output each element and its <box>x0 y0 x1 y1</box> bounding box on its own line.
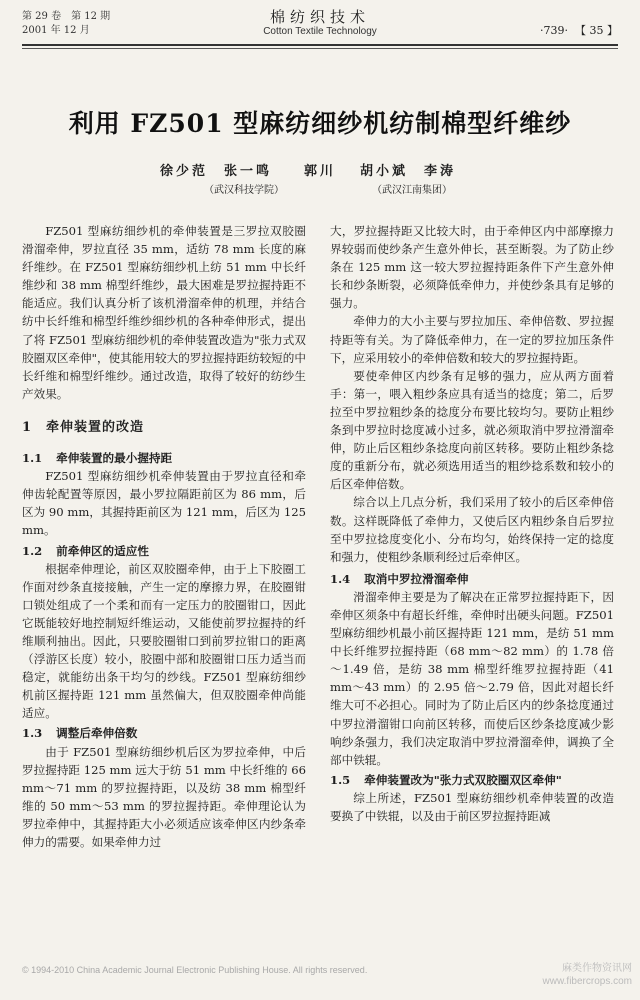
affiliation-2: （武汉江南集团） <box>372 185 452 196</box>
subsection-1-1-heading <box>22 449 306 467</box>
subsection-number: 1.3 <box>22 726 43 741</box>
subsection-title: 取消中罗拉滑溜牵伸 <box>364 571 469 586</box>
subsection-1-1-text: FZ501 型麻纺细纱机牵伸装置由于罗拉直径和牵伸齿轮配置等原因，最小罗拉隔距前区为 86 mm，后区为 90 mm，其握持距前区为 121 mm，后区为 125 mm。 <box>22 469 306 538</box>
section-1-heading: 1 牵伸装置的改造 <box>22 419 145 435</box>
subsection-number: 1.1 <box>22 451 43 466</box>
watermark-url: www.fibercrops.com <box>542 976 632 987</box>
copyright-footer: © 1994-2010 China Academic Journal Electronic Publishing House. All rights reserved. <box>22 965 368 975</box>
subsection-title: 牵伸装置改为"张力式双胶圈双区牵伸" <box>364 772 562 787</box>
subsection-number: 1.5 <box>330 772 351 787</box>
volume-issue: 第 29 卷 第 12 期 <box>22 11 111 22</box>
authors-group-2: 胡小斌 李涛 <box>360 164 457 179</box>
journal-name-cn: 棉纺织技术 <box>269 8 370 26</box>
subsection-number: 1.4 <box>330 571 351 586</box>
subsection-1-5-text: 综上所述，FZ501 型麻纺细纱机牵伸装置的改造要换了中铁辊，以及由于前区罗拉握持距减 <box>330 790 614 823</box>
article-title: 利用 FZ501 型麻纺细纱机纺制棉型纤维纱 <box>68 109 572 138</box>
subsection-1-2-text: 根据牵伸理论，前区双胶圈牵伸，由于上下胶圈工作面对纱条直接接触，产生一定的摩擦力界，在胶圈钳口锁处组成了一个柔和而有一定压力的胶圈钳口，因此它既能较好地控制短纤维运动，又能使前罗拉握持的纤维顺利抽出。因此，只要胶圈钳口到前罗拉钳口的距离（浮游区长度）较小，胶圈中部和胶圈钳口压力适当而稳定，就能纺出条干均匀的纱线。FZ501 型麻纺细纱机前区握持距 121 mm 虽然偏大，但双胶圈牵伸尚能适应。 <box>22 561 306 721</box>
subsection-1-4-text: 滑溜牵伸主要是为了解决在正常罗拉握持距下，因牵伸区须条中有超长纤维，牵伸时出硬头问题。FZ501 型麻纺细纱机最小前区握持距 121 mm，是纺 51 mm 中长纤维罗拉握持距（68 mm～82 mm）的 1.78 倍～1.49 倍，是纺 38 mm 棉型纤维罗拉握持距（41 mm～43 mm）的 2.95 倍～2.79 倍，因此对超长纤维大可不必担心。同时为了防止后区内的纱条捻度通过中罗拉滑溜钳口向前区转移，而使后区纱条捻度减少影响纱条强力，我们决定取消中罗拉滑溜牵伸，调换了全部中铁辊。 <box>330 589 614 767</box>
subsection-1-2-heading <box>22 542 306 560</box>
site-watermark <box>543 962 632 988</box>
journal-name-en: Cotton Textile Technology <box>263 26 377 37</box>
running-header <box>22 8 618 42</box>
intro-paragraph: FZ501 型麻纺细纱机的牵伸装置是三罗拉双胶圈滑溜牵伸，罗拉直径 35 mm，适纺 78 mm 长度的麻纤维纱。在 FZ501 型麻纺细纱机上纺 51 mm 中长纤维纱和 38 mm 棉型纤维纱，最大困难是罗拉握持距不能适应。我们认真分析了该机滑溜牵伸的机理，并结合纺中长纤维和棉型纤维纱细纱机的各种牵伸形式，提出了将 FZ501 型麻纺细纱机的牵伸装置改造为"张力式双胶圈双区牵伸"，使其能用较大的罗拉握持距纺较短的中长纤维和棉型纤维纱。通过改造，取得了较好的纺纱生产效果。 <box>22 224 306 401</box>
header-rule-thin <box>22 48 618 49</box>
subsection-1-5-heading <box>330 771 614 789</box>
right-column <box>330 222 614 825</box>
page-number: ·739· 【 35 】 <box>540 24 618 37</box>
affiliation-1: （武汉科技学院） <box>204 185 284 196</box>
subsection-title: 牵伸装置的最小握持距 <box>56 451 173 466</box>
subsection-1-4-heading <box>330 570 614 588</box>
subsection-number: 1.2 <box>22 543 43 558</box>
left-column <box>22 222 306 851</box>
subsection-1-3-heading <box>22 724 306 742</box>
watermark-cn: 麻类作物资讯网 <box>562 963 632 974</box>
subsection-title: 调整后牵伸倍数 <box>56 726 138 741</box>
summary-paragraph: 综合以上几点分析，我们采用了较小的后区牵伸倍数。这样既降低了牵伸力，又使后区内粗纱条自后罗拉至中罗拉捻度变化小、分布均匀，始终保持一定的捻度和强力，使粗纱条顺利经过后牵伸区。 <box>330 495 614 564</box>
subsection-title: 前牵伸区的适应性 <box>56 543 149 558</box>
issue-date: 2001 年 12 月 <box>22 25 90 36</box>
subsection-1-3-text: 由于 FZ501 型麻纺细纱机后区为罗拉牵伸，中后罗拉握持距 125 mm 远大于纺 51 mm 中长纤维的 66 mm～71 mm 的罗拉握持距，以及纺 38 mm 棉型纤维的 50 mm～53 mm 的罗拉握持距。牵伸理论认为罗拉牵伸中，其握持距大小必须适应该牵伸区内纱条牵伸力的需要。如果牵伸力过 <box>22 744 306 849</box>
authors-group-1: 徐少范 张一鸣 郭川 <box>160 164 337 179</box>
strand-strength-paragraph: 要使牵伸区内纱条有足够的强力，应从两方面着手：第一，喂入粗纱条应具有适当的捻度；第二，后罗拉至中罗拉粗纱条的捻度分布要比较均匀。要防止粗纱条到中罗拉时捻度减小过多，就必须取消中罗拉滑溜牵伸，防止后区粗纱条捻度向前区转移。要防止粗纱条捻度的重新分布，就必须选用适当的粗纱捻系数和较小的后区牵伸倍数。 <box>330 368 614 492</box>
continued-paragraph: 大，罗拉握持距又比较大时，由于牵伸区内中部摩擦力界较弱而使纱条产生意外伸长，甚至断裂。为了防止纱条在 125 mm 这一较大罗拉握持距条件下产生意外伸长和纱条断裂，必须降低牵伸力，并使纱条具有足够的强力。 <box>330 224 614 311</box>
header-rule <box>22 44 618 46</box>
journal-name <box>22 8 618 38</box>
drafting-force-paragraph: 牵伸力的大小主要与罗拉加压、牵伸倍数、罗拉握持距等有关。为了降低牵伸力，在一定的罗拉加压条件下，应采用较小的牵伸倍数和较大的罗拉握持距。 <box>330 314 614 365</box>
